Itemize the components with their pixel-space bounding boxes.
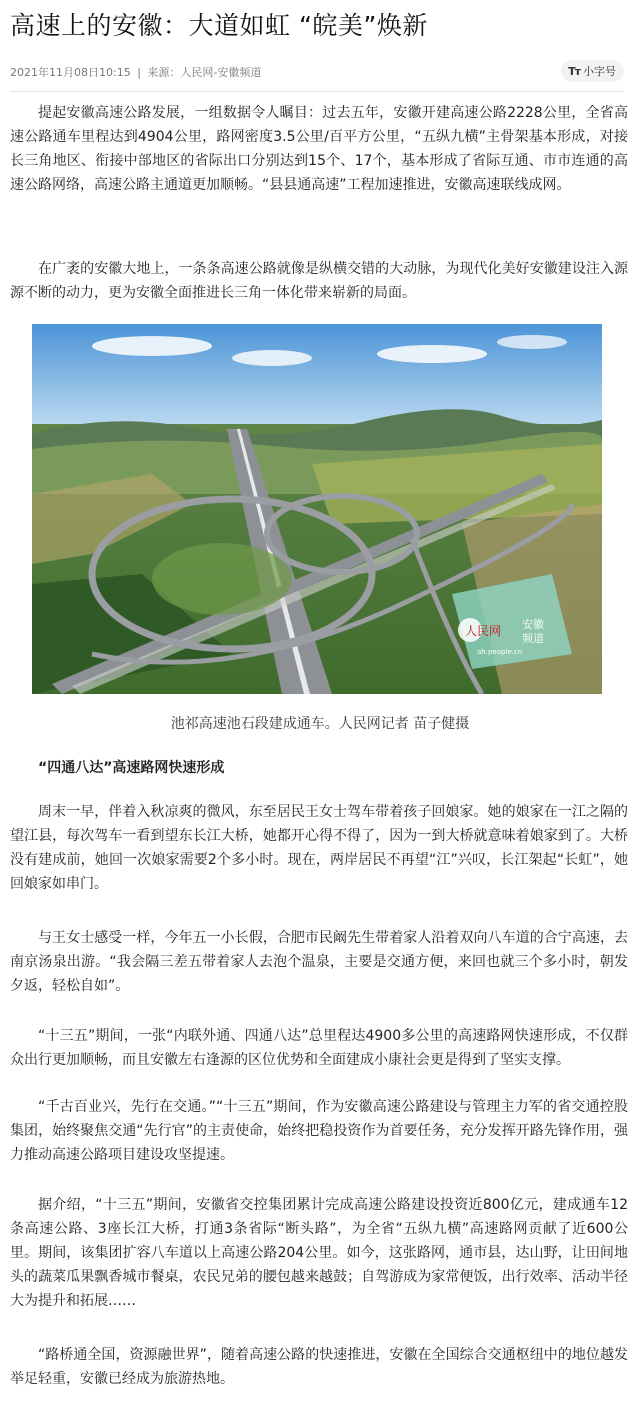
watermark-text: 人民网 [465, 624, 502, 638]
article-source: 来源：人民网-安徽频道 [147, 66, 262, 79]
photo-caption: 池祁高速池石段建成通车。人民网记者 苗子健摄 [170, 716, 470, 732]
watermark-channel: 安徽 [522, 618, 544, 631]
article-meta [10, 60, 624, 86]
article-paragraph: 周末一早，伴着入秋凉爽的微风，东至居民王女士驾车带着孩子回娘家。她的娘家在一江之隔的望江县，每次驾车一看到望东长江大桥，她都开心得不得了，因为一到大桥就意味着娘家到了。大桥没有建成前，她回一次娘家需要2个多小时。现在，两岸居民不再望“江”兴叹，长江架起“长虹”，她回娘家如串门。 [10, 804, 628, 892]
article-paragraph: 提起安徽高速公路发展，一组数据令人瞩目：过去五年，安徽开建高速公路2228公里，全省高速公路通车里程达到4904公里，路网密度3.5公里/百平方公里，“五纵九横”主骨架基本形成，对接长三角地区、衔接中部地区的省际出口分别达到15个、17个，基本形成了省际互通、市市连通的高速公路网络，高速公路主通道更加顺畅。“县县通高速”工程加速推进，安徽高速联线成网。 [10, 105, 628, 193]
section-subheading: “四通八达”高速路网快速形成 [38, 760, 225, 776]
article-paragraph: “路桥通全国，资源融世界”，随着高速公路的快速推进，安徽在全国综合交通枢纽中的地位越发举足轻重，安徽已经成为旅游热地。 [10, 1347, 628, 1387]
font-size-icon: Tт [568, 64, 580, 78]
publish-date: 2021年11月08日10:15 [10, 66, 131, 79]
meta-separator: | [137, 66, 141, 79]
article-paragraph: 在广袤的安徽大地上，一条条高速公路就像是纵横交错的大动脉，为现代化美好安徽建设注入源源不断的动力，更为安徽全面推进长三角一体化带来崭新的局面。 [10, 261, 628, 301]
article-paragraph: 与王女士感受一样，今年五一小长假，合肥市民阚先生带着家人沿着双向八车道的合宁高速，去南京汤泉出游。“我会隔三差五带着家人去泡个温泉，主要是交通方便，来回也就三个多小时，朝发夕返，轻松自如”。 [10, 930, 628, 994]
article-paragraph: “千古百业兴，先行在交通。”“十三五”期间，作为安徽高速公路建设与管理主力军的省交通控股集团，始终聚焦交通“先行官”的主责使命，始终把稳投资作为首要任务，充分发挥开路先锋作用，强力推动高速公路项目建设攻坚提速。 [10, 1099, 628, 1163]
article-paragraph: “十三五”期间，一张“内联外通、四通八达”总里程达4900多公里的高速路网快速形成，不仅群众出行更加顺畅，而且安徽左右逢源的区位优势和全面建成小康社会更是得到了坚实支撑。 [10, 1028, 628, 1068]
header-divider [10, 91, 624, 92]
publish-info [10, 64, 261, 80]
watermark-url: ah.people.cn [477, 648, 523, 656]
font-size-toggle-button[interactable] [561, 60, 624, 82]
article-photo [32, 324, 602, 694]
font-size-label: 小字号 [583, 65, 616, 78]
highway-interchange-photo [32, 324, 602, 694]
article-title: 高速上的安徽：大道如虹 “皖美”焕新 [10, 11, 428, 40]
watermark-channel: 频道 [522, 632, 544, 645]
article-paragraph: 据介绍，“十三五”期间，安徽省交控集团累计完成高速公路建设投资近800亿元，建成通车12条高速公路、3座长江大桥，打通3条省际“断头路”，为全省“五纵九横”高速路网贡献了近600公里。期间，该集团扩容八车道以上高速公路204公里。如今，这张路网，通市县，达山野，让田间地头的蔬菜瓜果飘香城市餐桌，农民兄弟的腰包越来越鼓；自驾游成为家常便饭，出行效率、活动半径大为提升和拓展…… [10, 1197, 628, 1309]
